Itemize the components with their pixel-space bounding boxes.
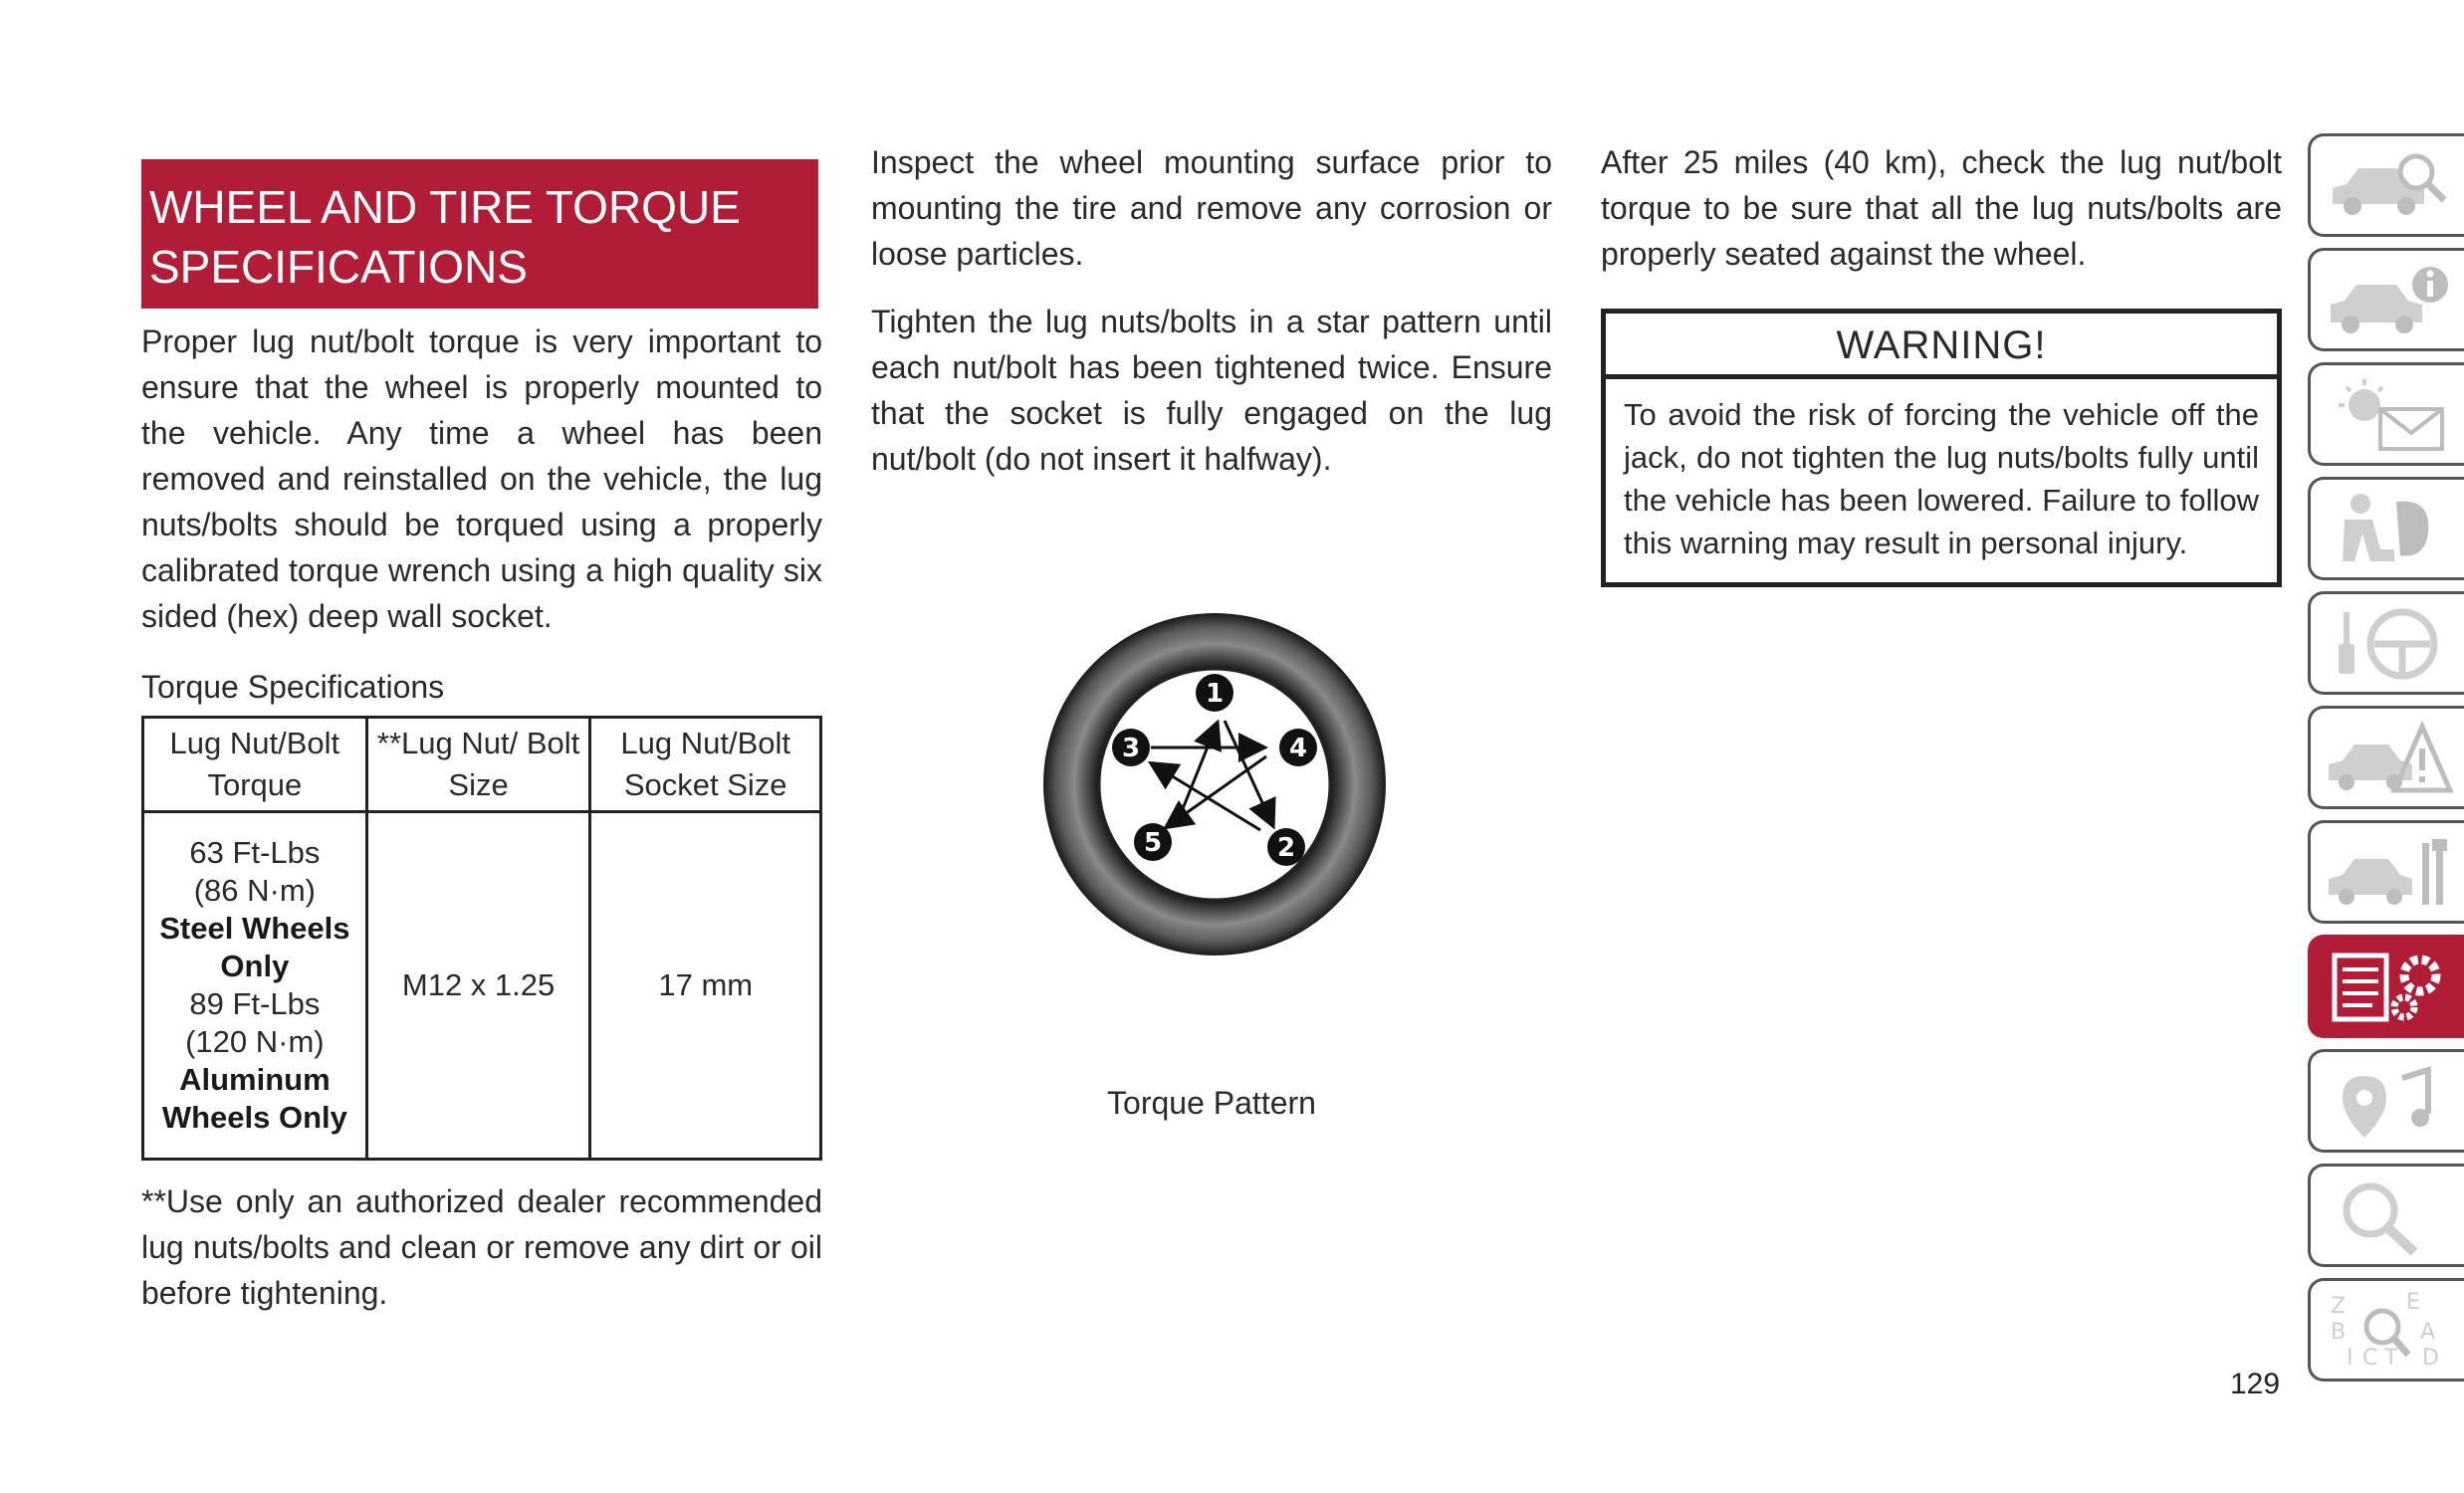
torque-pattern-figure (1035, 605, 1394, 963)
socket-size-cell: 17 mm (590, 812, 821, 1160)
header-socket-size: Lug Nut/Bolt Socket Size (590, 718, 821, 812)
middle-column (871, 139, 1552, 504)
tab-specifications[interactable] (2308, 935, 2464, 1038)
wheel-diagram (1035, 605, 1394, 963)
svg-text:A: A (2420, 1320, 2436, 1345)
lug-5-number: 5 (1143, 828, 1163, 858)
seat-airbag-icon (2325, 490, 2454, 569)
aluminum-torque-metric: (120 N·m) (185, 1024, 325, 1059)
tab-warning-lights[interactable] (2308, 362, 2464, 466)
index-icon (2325, 1291, 2454, 1371)
warning-box (1601, 309, 2282, 587)
svg-text:E: E (2406, 1291, 2420, 1315)
tab-search[interactable] (2308, 1164, 2464, 1267)
lug-1-number: 1 (1205, 679, 1225, 709)
check-torque-paragraph: After 25 miles (40 km), check the lug nut/bolt torque to be sure that all the lug nuts/bolts are properly seated against the wheel. (1601, 144, 2282, 272)
lug-3-number: 3 (1121, 734, 1141, 763)
chapter-tabs (2308, 133, 2464, 1392)
tab-car-magnifier[interactable] (2308, 133, 2464, 237)
table-caption: Torque Specifications (141, 669, 445, 705)
torque-cell (143, 812, 367, 1160)
tab-car-hazard[interactable] (2308, 706, 2464, 809)
car-tools-icon (2325, 833, 2454, 913)
search-icon (2325, 1176, 2454, 1256)
svg-text:C: C (2362, 1346, 2378, 1371)
car-info-icon (2325, 261, 2454, 340)
car-hazard-icon (2325, 719, 2454, 798)
steel-wheels-label: Steel Wheels Only (159, 911, 350, 983)
lug-4-number: 4 (1288, 734, 1308, 763)
svg-text:Z: Z (2331, 1294, 2347, 1319)
svg-text:D: D (2422, 1346, 2439, 1371)
table-row (143, 812, 821, 1160)
multimedia-icon (2325, 1062, 2454, 1142)
table-header-row (143, 718, 821, 812)
tab-seat-airbag[interactable] (2308, 477, 2464, 580)
section-title: WHEEL AND TIRE TORQUE SPECIFICATIONS (141, 159, 818, 309)
header-torque: Lug Nut/Bolt Torque (143, 718, 367, 812)
lug-2-number: 2 (1276, 833, 1296, 863)
aluminum-torque-value: 89 Ft-Lbs (189, 986, 321, 1021)
specs-gears-icon (2325, 948, 2454, 1027)
tab-multimedia[interactable] (2308, 1049, 2464, 1153)
car-magnifier-icon (2325, 146, 2454, 226)
svg-text:B: B (2331, 1320, 2347, 1345)
svg-text:I: I (2347, 1346, 2353, 1371)
tab-car-info[interactable] (2308, 248, 2464, 351)
torque-table (141, 716, 822, 1161)
steel-torque-value: 63 Ft-Lbs (189, 835, 321, 870)
steel-torque-metric: (86 N·m) (193, 873, 316, 908)
bolt-size-cell: M12 x 1.25 (366, 812, 590, 1160)
inspect-paragraph: Inspect the wheel mounting surface prior to mounting the tire and remove any corrosion or loose particles. (871, 144, 1552, 272)
warning-title: WARNING! (1606, 314, 2277, 379)
star-pattern-paragraph: Tighten the lug nuts/bolts in a star pattern until each nut/bolt has been tightened twice. Ensure that the socket is fully engaged on the lug nut/bolt (do not insert it halfway). (871, 304, 1552, 477)
header-bolt-size: **Lug Nut/ Bolt Size (366, 718, 590, 812)
right-column (1601, 139, 2282, 587)
tab-index[interactable] (2308, 1278, 2464, 1382)
page-number: 129 (2230, 1368, 2281, 1400)
intro-paragraph: Proper lug nut/bolt torque is very important to ensure that the wheel is properly mounted to the vehicle. Any time a wheel has been removed and reinstalled on the vehicle, the lug nuts/bolts should be torqued using a properly calibrated torque wrench using a high quality six sided (hex) deep wall socket. (141, 323, 822, 634)
left-column (141, 139, 822, 1316)
aluminum-wheels-label: Aluminum Wheels Only (161, 1062, 347, 1135)
tab-key-steering[interactable] (2308, 591, 2464, 695)
key-steering-wheel-icon (2325, 604, 2454, 684)
warning-light-message-icon (2325, 375, 2454, 455)
warning-text: To avoid the risk of forcing the vehicle off the jack, do not tighten the lug nuts/bolts fully until the vehicle has been lowered. Failure to follow this warning may result in personal injury. (1624, 397, 2259, 560)
footnote: **Use only an authorized dealer recommended lug nuts/bolts and clean or remove any dirt or oil before tightening. (141, 1183, 822, 1311)
figure-caption: Torque Pattern (1107, 1085, 1316, 1121)
tab-car-tools[interactable] (2308, 820, 2464, 924)
svg-text:T: T (2384, 1346, 2398, 1371)
